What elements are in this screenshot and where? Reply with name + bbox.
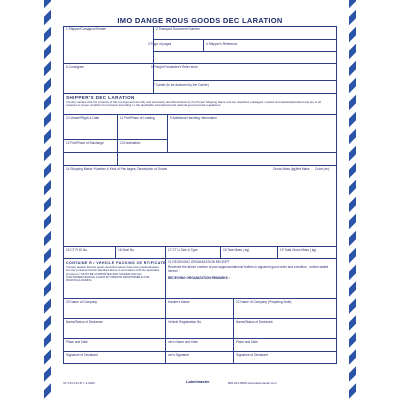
declarant-signature-label-2: Signature of Declarant [236, 353, 268, 357]
declarant-name-label: Name/Status of Declarant [66, 320, 103, 324]
container-cert-header: CONTAINE R / VEHICLE PACKING CE RTIFICATE [66, 261, 166, 265]
total-gross-mass-label: 19 Total Gross Mass ( kg) [280, 248, 317, 252]
receiving-remarks-label: RECEIVING ORGANIZATION REMARKS : [168, 276, 230, 280]
driver-signature-label: ver's Signature [168, 353, 190, 357]
declarant-name-label-2: Name/Status of Declarant [236, 320, 273, 324]
page-label: 3 Page of pages [148, 42, 172, 46]
form-title: IMO DANGE ROUS GOODS DEC LARATION [117, 16, 283, 25]
seal-no-label: 16 Seal No. [118, 248, 135, 252]
shipper-ref-label: 4 Shipper's Reference [206, 42, 238, 46]
shipper-declaration-text: I hereby declare that the contents of this consignment are fully and accurately described below by the Proper Shipping Name and are classified, packaged, marked and labeled/placarded and are in all respects in proper condition for transport according t o the applicable international and national governmental regulations. [66, 100, 321, 108]
freight-forwarder-label: 5 Freight Forwarder's Refer ence [151, 65, 198, 69]
carrier-label: 7 Carrier (to be declared by the Carrier) [153, 83, 209, 87]
place-date-label-2: Place and Date [236, 340, 258, 344]
consignee-label: 6 Consignee [66, 65, 84, 69]
preparing-company-label: 22 Name of Company (Preparing Note) [236, 300, 292, 304]
vessel-flight-label: 10 Vessel/Flight & Date [66, 116, 100, 120]
port-loading-label: 11 Port/Place of Loading [120, 116, 155, 120]
border-stripe-right [349, 0, 356, 400]
receiving-org-text: Received the above number of pac kages/containers/ trailers in apparent good order and condition , unless stated hereon : [168, 265, 329, 273]
driver-name-date-label: ver's Name and Date [168, 340, 198, 344]
ctr-id-label: 15 CT R ID No. [66, 248, 88, 252]
declarant-signature-label: Signature of Declarant [66, 353, 98, 357]
cube-label: Cube (m³) [315, 167, 330, 171]
contact-info: 800-621-5808 www.labelmaster.com [228, 381, 277, 385]
place-date-label: Place and Date [66, 340, 88, 344]
shipper-consignor-label: 1 Shipper/Consignor/Sender [66, 27, 107, 31]
destination-label: 13 Destination [120, 141, 141, 145]
form-code: ST F13 F13-R 7-1-2003 [63, 381, 95, 385]
company-name-label: 20 Name of Company [66, 300, 98, 304]
shipping-marks-label: 14 Shipping Marks *Number & Kind of Pac kages; Description of Goods [66, 167, 167, 171]
labelmaster-logo: Labelmaster [186, 379, 210, 384]
transport-doc-label: 2 Transport Document Number [156, 27, 200, 31]
additional-handling-label: 9 Additional Handling Information [170, 116, 217, 120]
haulier-name-label: Haulier's Name [168, 300, 190, 304]
container-cert-text: I hereby declare that the goods described above have been packed/loaded into the container/vehicle identified above in accordance with the applicable provisions.* MUST BE COMPLETED AND SIGNED FOR ALL CONTAINER/VEHICLE LOADS BY PERSON RESPONSIBLE FOR PACKING/LOADING [66, 265, 160, 283]
shipper-declaration-header: SHIPPER'S DEC LARATION [66, 95, 135, 100]
net-mass-label: Net Mass [296, 167, 310, 171]
form-frame [63, 26, 337, 364]
tare-mass-label: 18 Tare Mass ( kg) [223, 248, 250, 252]
gross-mass-label: Gross Mass (kg) [273, 167, 297, 171]
vehicle-reg-label: Vehicle Registration No [168, 320, 202, 324]
ctu-size-label: 17 CT U Size & Type [168, 248, 198, 252]
border-stripe-left [44, 0, 51, 400]
receiving-org-label: 21 RECEIVING ORGANIZATION RECEIPT [168, 260, 230, 264]
port-discharge-label: 12 Port/Place of Discharge [66, 141, 104, 145]
